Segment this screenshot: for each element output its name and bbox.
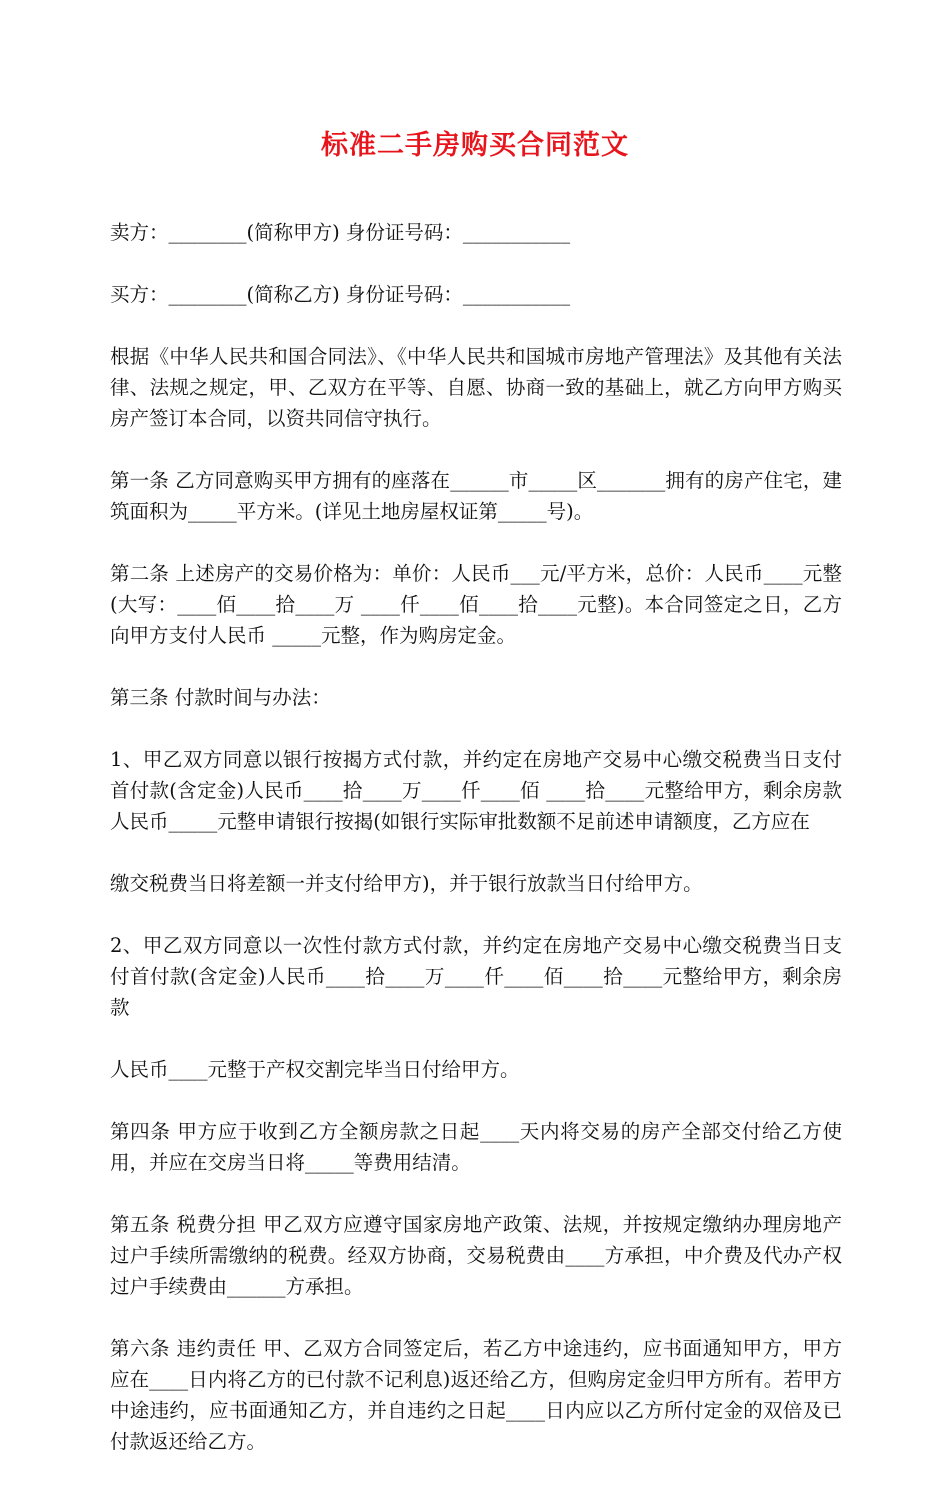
preamble-paragraph: 根据《中华人民共和国合同法》、《中华人民共和国城市房地产管理法》及其他有关法律、法规之规定，甲、乙双方在平等、自愿、协商一致的基础上，就乙方向甲方购买房产签订本合同，以资共同信守执行。 [110,345,842,430]
payment-option-2-paragraph: 2、甲乙双方同意以一次性付款方式付款，并约定在房地产交易中心缴交税费当日支付首付款(含定金)人民币____拾____万____仟____佰____拾____元整给甲方，剩余房款 [110,934,842,1019]
payment-option-1-paragraph: 1、甲乙双方同意以银行按揭方式付款，并约定在房地产交易中心缴交税费当日支付首付款(含定金)人民币____拾____万____仟____佰 ____拾____元整给甲方，剩余房款人民币_____元整申请银行按揭(如银行实际审批数额不足前述申请额度，乙方应在 [110,748,842,833]
seller-line: 卖方：________(简称甲方) 身份证号码：___________ [110,221,571,244]
document-title: 标准二手房购买合同范文 [321,130,629,161]
payment-option-2-continuation: 人民币____元整于产权交割完毕当日付给甲方。 [110,1058,520,1081]
document-body [110,217,842,1488]
buyer-line: 买方：________(简称乙方) 身份证号码：___________ [110,283,571,306]
payment-option-1-continuation: 缴交税费当日将差额一并支付给甲方)，并于银行放款当日付给甲方。 [110,872,703,895]
article-6-paragraph: 第六条 违约责任 甲、乙双方合同签定后，若乙方中途违约，应书面通知甲方，甲方应在____日内将乙方的已付款不记利息)返还给乙方，但购房定金归甲方所有。若甲方中途违约，应书面通知乙方，并自违约之日起____日内应以乙方所付定金的双倍及已付款返还给乙方。 [110,1337,842,1453]
article-2-paragraph: 第二条 上述房产的交易价格为：单价：人民币___元/平方米，总价：人民币____元整(大写：____佰____拾____万 ____仟____佰____拾____元整)。本合同签定之日，乙方向甲方支付人民币 _____元整，作为购房定金。 [110,562,842,647]
article-4-paragraph: 第四条 甲方应于收到乙方全额房款之日起____天内将交易的房产全部交付给乙方使用，并应在交房当日将_____等费用结清。 [110,1120,842,1174]
article-5-paragraph: 第五条 税费分担 甲乙双方应遵守国家房地产政策、法规，并按规定缴纳办理房地产过户手续所需缴纳的税费。经双方协商，交易税费由____方承担，中介费及代办产权过户手续费由______方承担。 [110,1213,842,1298]
article-3-heading: 第三条 付款时间与办法： [110,686,331,709]
article-1-paragraph: 第一条 乙方同意购买甲方拥有的座落在______市_____区_______拥有的房产住宅，建筑面积为_____平方米。(详见土地房屋权证第_____号)。 [110,469,842,523]
